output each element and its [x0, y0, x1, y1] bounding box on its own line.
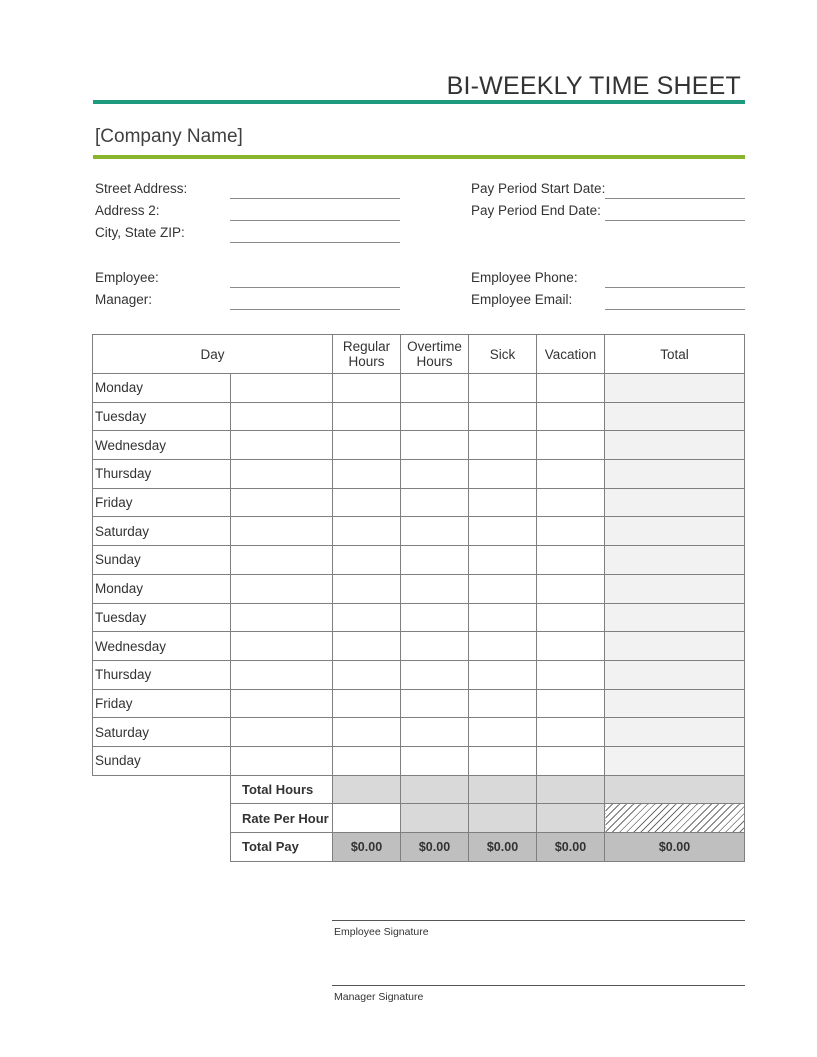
overtime-hours-cell[interactable] [401, 746, 469, 775]
vacation-cell[interactable] [537, 431, 605, 460]
employee-signature-label: Employee Signature [334, 926, 429, 938]
document-title: BI-WEEKLY TIME SHEET [446, 72, 741, 100]
rate-sick [469, 804, 537, 833]
vacation-cell[interactable] [537, 374, 605, 403]
day-note-cell[interactable] [231, 660, 333, 689]
day-note-cell[interactable] [231, 632, 333, 661]
table-row [93, 689, 745, 718]
regular-hours-cell[interactable] [333, 517, 401, 546]
vacation-cell[interactable] [537, 603, 605, 632]
day-label: Sunday [93, 546, 231, 575]
overtime-hours-cell[interactable] [401, 660, 469, 689]
sick-cell[interactable] [469, 746, 537, 775]
vacation-cell[interactable] [537, 488, 605, 517]
day-note-cell[interactable] [231, 402, 333, 431]
table-row [93, 603, 745, 632]
regular-hours-cell[interactable] [333, 689, 401, 718]
overtime-hours-cell[interactable] [401, 632, 469, 661]
rate-vacation [537, 804, 605, 833]
total-hours-row-label: Total Hours [231, 775, 333, 804]
regular-hours-cell[interactable] [333, 574, 401, 603]
sick-cell[interactable] [469, 689, 537, 718]
row-total-cell [605, 431, 745, 460]
employee-email-label: Employee Email: [471, 292, 573, 307]
rate-overtime [401, 804, 469, 833]
day-label: Thursday [93, 660, 231, 689]
day-label: Wednesday [93, 632, 231, 661]
company-divider [93, 155, 745, 159]
vacation-cell[interactable] [537, 689, 605, 718]
regular-hours-cell[interactable] [333, 374, 401, 403]
row-total-cell [605, 374, 745, 403]
vacation-cell[interactable] [537, 517, 605, 546]
address2-field[interactable] [230, 220, 400, 221]
employee-field[interactable] [230, 287, 400, 288]
total-sick-hours [469, 775, 537, 804]
header-regular-hours: Regular Hours [333, 335, 401, 374]
pay-sick: $0.00 [469, 833, 537, 862]
street-address-field[interactable] [230, 198, 400, 199]
total-overtime-hours [401, 775, 469, 804]
summary-spacer [93, 775, 231, 804]
manager-label: Manager: [95, 292, 153, 307]
rate-regular-input[interactable] [333, 804, 401, 833]
regular-hours-cell[interactable] [333, 660, 401, 689]
table-row [93, 460, 745, 489]
day-note-cell[interactable] [231, 689, 333, 718]
rate-total-hatched [605, 804, 745, 833]
sick-cell[interactable] [469, 517, 537, 546]
overtime-hours-cell[interactable] [401, 718, 469, 747]
day-label: Monday [93, 374, 231, 403]
pay-overtime: $0.00 [401, 833, 469, 862]
table-row [93, 746, 745, 775]
vacation-cell[interactable] [537, 546, 605, 575]
regular-hours-cell[interactable] [333, 603, 401, 632]
regular-hours-cell[interactable] [333, 718, 401, 747]
overtime-hours-cell[interactable] [401, 488, 469, 517]
day-label: Friday [93, 689, 231, 718]
day-note-cell[interactable] [231, 374, 333, 403]
employee-email-field[interactable] [605, 309, 745, 310]
grand-total-hours [605, 775, 745, 804]
row-total-cell [605, 746, 745, 775]
employee-phone-field[interactable] [605, 287, 745, 288]
vacation-cell[interactable] [537, 746, 605, 775]
table-row [93, 574, 745, 603]
sick-cell[interactable] [469, 632, 537, 661]
row-total-cell [605, 603, 745, 632]
pay-regular: $0.00 [333, 833, 401, 862]
overtime-hours-cell[interactable] [401, 402, 469, 431]
table-row [93, 660, 745, 689]
row-total-cell [605, 488, 745, 517]
table-row [93, 431, 745, 460]
day-label: Thursday [93, 460, 231, 489]
employee-signature-line[interactable] [332, 920, 745, 921]
total-pay-row [93, 833, 745, 862]
row-total-cell [605, 660, 745, 689]
vacation-cell[interactable] [537, 402, 605, 431]
day-note-cell[interactable] [231, 460, 333, 489]
day-note-cell[interactable] [231, 431, 333, 460]
table-row [93, 632, 745, 661]
sick-cell[interactable] [469, 488, 537, 517]
day-label: Monday [93, 574, 231, 603]
vacation-cell[interactable] [537, 718, 605, 747]
header-overtime-hours: Overtime Hours [401, 335, 469, 374]
total-pay-row-label: Total Pay [231, 833, 333, 862]
company-name[interactable]: [Company Name] [95, 126, 243, 147]
sick-cell[interactable] [469, 431, 537, 460]
vacation-cell[interactable] [537, 660, 605, 689]
employee-phone-label: Employee Phone: [471, 270, 578, 285]
sick-cell[interactable] [469, 546, 537, 575]
day-note-cell[interactable] [231, 488, 333, 517]
day-label: Tuesday [93, 402, 231, 431]
regular-hours-cell[interactable] [333, 460, 401, 489]
vacation-cell[interactable] [537, 632, 605, 661]
total-hours-row [93, 775, 745, 804]
summary-spacer [93, 833, 231, 862]
day-label: Wednesday [93, 431, 231, 460]
overtime-hours-cell[interactable] [401, 374, 469, 403]
pay-period-end-field[interactable] [605, 220, 745, 221]
timesheet-table [92, 334, 745, 862]
row-total-cell [605, 402, 745, 431]
row-total-cell [605, 546, 745, 575]
regular-hours-cell[interactable] [333, 746, 401, 775]
row-total-cell [605, 718, 745, 747]
employee-label: Employee: [95, 270, 159, 285]
overtime-hours-cell[interactable] [401, 603, 469, 632]
street-address-label: Street Address: [95, 181, 188, 196]
day-label: Sunday [93, 746, 231, 775]
day-label: Friday [93, 488, 231, 517]
pay-vacation: $0.00 [537, 833, 605, 862]
table-row [93, 517, 745, 546]
row-total-cell [605, 460, 745, 489]
total-vacation-hours [537, 775, 605, 804]
pay-period-start-label: Pay Period Start Date: [471, 181, 606, 196]
header-sick: Sick [469, 335, 537, 374]
day-note-cell[interactable] [231, 546, 333, 575]
pay-period-start-field[interactable] [605, 198, 745, 199]
header-vacation: Vacation [537, 335, 605, 374]
sick-cell[interactable] [469, 718, 537, 747]
address2-label: Address 2: [95, 203, 160, 218]
table-row [93, 402, 745, 431]
table-row [93, 546, 745, 575]
overtime-hours-cell[interactable] [401, 689, 469, 718]
city-state-zip-label: City, State ZIP: [95, 225, 185, 240]
regular-hours-cell[interactable] [333, 431, 401, 460]
pay-total: $0.00 [605, 833, 745, 862]
sick-cell[interactable] [469, 402, 537, 431]
table-row [93, 488, 745, 517]
manager-field[interactable] [230, 309, 400, 310]
sick-cell[interactable] [469, 374, 537, 403]
sick-cell[interactable] [469, 574, 537, 603]
regular-hours-cell[interactable] [333, 546, 401, 575]
sick-cell[interactable] [469, 460, 537, 489]
table-row [93, 374, 745, 403]
city-state-zip-field[interactable] [230, 242, 400, 243]
day-note-cell[interactable] [231, 746, 333, 775]
overtime-hours-cell[interactable] [401, 517, 469, 546]
row-total-cell [605, 574, 745, 603]
table-row [93, 718, 745, 747]
overtime-hours-cell[interactable] [401, 574, 469, 603]
regular-hours-cell[interactable] [333, 488, 401, 517]
regular-hours-cell[interactable] [333, 402, 401, 431]
row-total-cell [605, 689, 745, 718]
sick-cell[interactable] [469, 660, 537, 689]
row-total-cell [605, 517, 745, 546]
day-note-cell[interactable] [231, 517, 333, 546]
overtime-hours-cell[interactable] [401, 546, 469, 575]
header-total: Total [605, 335, 745, 374]
sick-cell[interactable] [469, 603, 537, 632]
total-regular-hours [333, 775, 401, 804]
manager-signature-line[interactable] [332, 985, 745, 986]
day-note-cell[interactable] [231, 603, 333, 632]
header-day: Day [93, 335, 333, 374]
day-note-cell[interactable] [231, 718, 333, 747]
day-note-cell[interactable] [231, 574, 333, 603]
day-label: Saturday [93, 517, 231, 546]
vacation-cell[interactable] [537, 574, 605, 603]
day-label: Tuesday [93, 603, 231, 632]
rate-per-hour-row-label: Rate Per Hour [231, 804, 333, 833]
regular-hours-cell[interactable] [333, 632, 401, 661]
title-divider [93, 100, 745, 104]
vacation-cell[interactable] [537, 460, 605, 489]
manager-signature-label: Manager Signature [334, 991, 424, 1003]
table-header-row [93, 335, 745, 374]
summary-spacer [93, 804, 231, 833]
rate-per-hour-row [93, 804, 745, 833]
day-label: Saturday [93, 718, 231, 747]
overtime-hours-cell[interactable] [401, 460, 469, 489]
overtime-hours-cell[interactable] [401, 431, 469, 460]
row-total-cell [605, 632, 745, 661]
pay-period-end-label: Pay Period End Date: [471, 203, 601, 218]
